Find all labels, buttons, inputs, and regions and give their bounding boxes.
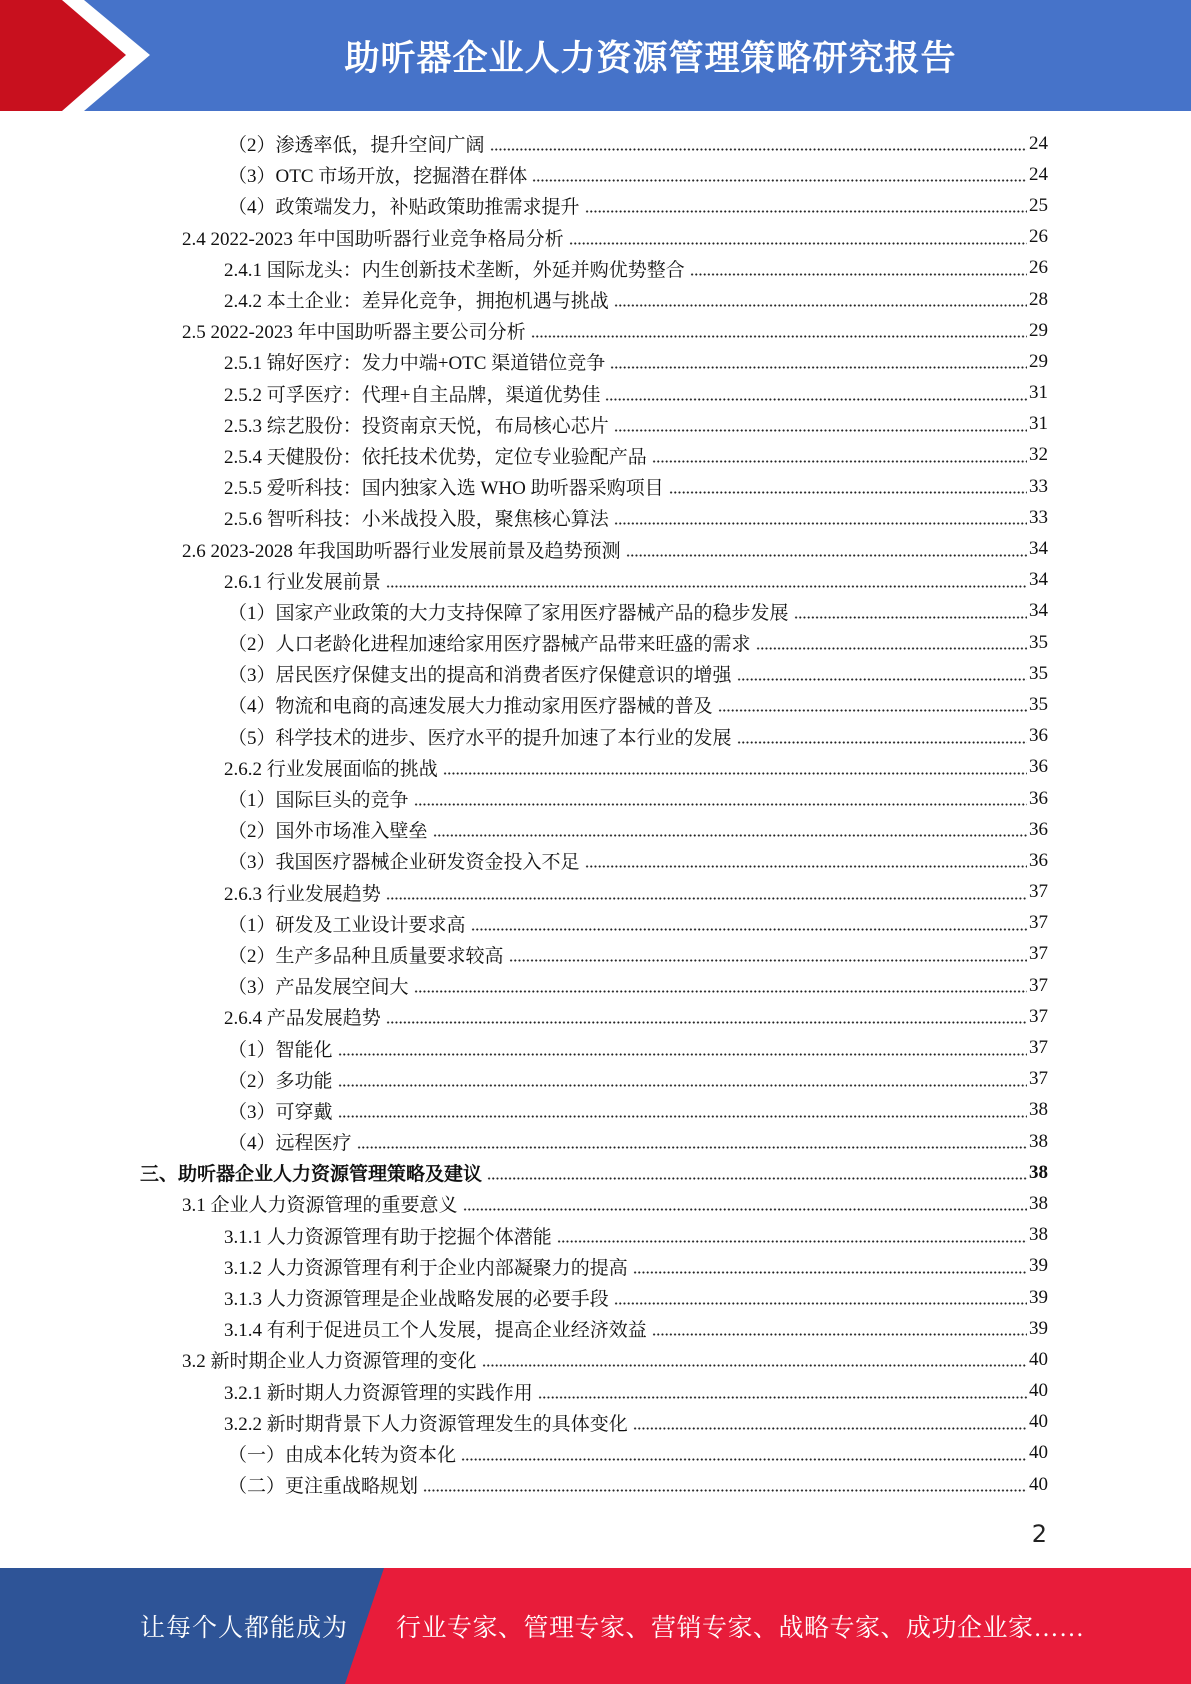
toc-entry-page: 40	[1029, 1348, 1048, 1370]
toc-entry-title: （2）生产多品种且质量要求较高	[228, 941, 507, 968]
toc-entry[interactable]	[140, 970, 1048, 1001]
toc-dot-leader	[737, 741, 1027, 744]
toc-entry-title: 3.1.4 有利于促进员工个人发展，提高企业经济效益	[224, 1315, 650, 1342]
toc-entry-title: 3.2 新时期企业人力资源管理的变化	[182, 1346, 480, 1373]
toc-entry-page: 39	[1029, 1317, 1048, 1339]
toc-entry-title: （1）国家产业政策的大力支持保障了家用医疗器械产品的稳步发展	[228, 598, 792, 625]
toc-entry[interactable]	[140, 1344, 1048, 1375]
toc-entry-page: 33	[1029, 506, 1048, 528]
toc-entry[interactable]	[140, 190, 1048, 221]
toc-dot-leader	[414, 803, 1027, 806]
toc-entry-title: 2.5 2022-2023 年中国助听器主要公司分析	[182, 317, 529, 344]
toc-entry[interactable]	[140, 1376, 1048, 1407]
toc-dot-leader	[669, 491, 1027, 494]
toc-dot-leader	[463, 1208, 1027, 1211]
toc-entry-page: 36	[1029, 849, 1048, 871]
page-number: 2	[1031, 1520, 1047, 1548]
toc-entry-title: （3）居民医疗保健支出的提高和消费者医疗保健意识的增强	[228, 660, 735, 687]
toc-entry[interactable]	[140, 1282, 1048, 1313]
toc-entry[interactable]	[140, 346, 1048, 377]
toc-entry-page: 35	[1029, 631, 1048, 653]
toc-entry[interactable]	[140, 1095, 1048, 1126]
toc-entry[interactable]	[140, 1251, 1048, 1282]
toc-entry-title: 2.4.2 本土企业：差异化竞争，拥抱机遇与挑战	[224, 286, 612, 313]
toc-dot-leader	[357, 1146, 1027, 1149]
toc-entry-page: 33	[1029, 475, 1048, 497]
toc-entry-title: 3.1.2 人力资源管理有利于企业内部凝聚力的提高	[224, 1253, 631, 1280]
toc-entry-title: 3.1.1 人力资源管理有助于挖掘个体潜能	[224, 1222, 555, 1249]
toc-entry-title: （2）国外市场准入壁垒	[228, 816, 431, 843]
toc-entry[interactable]	[140, 284, 1048, 315]
toc-entry-title: 2.5.2 可孚医疗：代理+自主品牌，渠道优势佳	[224, 380, 603, 407]
toc-dot-leader	[471, 928, 1027, 931]
toc-entry-page: 28	[1029, 288, 1048, 310]
toc-dot-leader	[386, 585, 1027, 588]
toc-entry-page: 40	[1029, 1442, 1048, 1464]
toc-dot-leader	[737, 678, 1027, 681]
toc-entry[interactable]	[140, 783, 1048, 814]
toc-dot-leader	[531, 335, 1027, 338]
toc-entry[interactable]	[140, 939, 1048, 970]
toc-entry-page: 36	[1029, 818, 1048, 840]
toc-entry[interactable]	[140, 533, 1048, 564]
toc-entry-title: （3）产品发展空间大	[228, 972, 412, 999]
toc-dot-leader	[338, 1084, 1027, 1087]
toc-entry[interactable]	[140, 128, 1048, 159]
toc-entry[interactable]	[140, 440, 1048, 471]
page-header	[0, 0, 1191, 111]
toc-entry-title: 2.4.1 国际龙头：内生创新技术垄断，外延并购优势整合	[224, 255, 688, 282]
toc-entry-title: （3）可穿戴	[228, 1097, 336, 1124]
toc-entry-title: 2.6.3 行业发展趋势	[224, 879, 384, 906]
toc-dot-leader	[633, 1271, 1027, 1274]
toc-entry-page: 38	[1029, 1192, 1048, 1214]
toc-entry-title: 3.1 企业人力资源管理的重要意义	[182, 1190, 461, 1217]
toc-entry-title: 2.6.2 行业发展面临的挑战	[224, 754, 441, 781]
toc-entry-title: 2.6.1 行业发展前景	[224, 567, 384, 594]
toc-dot-leader	[718, 709, 1027, 712]
toc-entry[interactable]	[140, 721, 1048, 752]
toc-entry-page: 26	[1029, 257, 1048, 279]
footer-slogan-right: 行业专家、管理专家、营销专家、战略专家、成功企业家……	[396, 1615, 1085, 1642]
toc-entry-title: （3）我国医疗器械企业研发资金投入不足	[228, 847, 583, 874]
toc-entry[interactable]	[140, 1438, 1048, 1469]
toc-entry[interactable]	[140, 502, 1048, 533]
toc-entry[interactable]	[140, 752, 1048, 783]
toc-entry[interactable]	[140, 627, 1048, 658]
toc-entry[interactable]	[140, 845, 1048, 876]
toc-dot-leader	[614, 1302, 1027, 1305]
toc-entry-page: 39	[1029, 1255, 1048, 1277]
toc-entry-title: （4）政策端发力，补贴政策助推需求提升	[228, 192, 583, 219]
toc-entry-page: 35	[1029, 662, 1048, 684]
table-of-contents	[140, 128, 1048, 1500]
toc-entry-page: 29	[1029, 350, 1048, 372]
toc-dot-leader	[794, 616, 1027, 619]
toc-entry[interactable]	[140, 658, 1048, 689]
toc-entry[interactable]	[140, 1469, 1048, 1500]
toc-dot-leader	[690, 273, 1027, 276]
toc-dot-leader	[538, 1396, 1027, 1399]
toc-dot-leader	[569, 242, 1027, 245]
toc-entry[interactable]	[140, 1126, 1048, 1157]
toc-entry[interactable]	[140, 689, 1048, 720]
toc-entry[interactable]	[140, 253, 1048, 284]
toc-entry-page: 38	[1029, 1224, 1048, 1246]
toc-entry-title: 3.2.1 新时期人力资源管理的实践作用	[224, 1378, 536, 1405]
toc-entry-title: （2）多功能	[228, 1066, 336, 1093]
toc-entry-title: 2.5.3 综艺股份：投资南京天悦，布局核心芯片	[224, 411, 612, 438]
toc-dot-leader	[338, 1115, 1027, 1118]
toc-entry-page: 38	[1029, 1161, 1048, 1183]
toc-entry[interactable]	[140, 908, 1048, 939]
toc-entry-title: （二）更注重战略规划	[228, 1471, 421, 1498]
toc-entry[interactable]	[140, 222, 1048, 253]
toc-dot-leader	[386, 1021, 1027, 1024]
toc-entry[interactable]	[140, 1157, 1048, 1188]
toc-entry[interactable]	[140, 1313, 1048, 1344]
toc-entry-page: 38	[1029, 1099, 1048, 1121]
toc-entry-page: 36	[1029, 787, 1048, 809]
toc-entry[interactable]	[140, 1407, 1048, 1438]
toc-entry-page: 40	[1029, 1473, 1048, 1495]
toc-dot-leader	[532, 179, 1027, 182]
toc-entry[interactable]	[140, 159, 1048, 190]
toc-entry-title: 2.4 2022-2023 年中国助听器行业竞争格局分析	[182, 224, 567, 251]
toc-dot-leader	[414, 990, 1027, 993]
toc-entry[interactable]	[140, 1032, 1048, 1063]
toc-entry-title: 2.5.5 爱听科技：国内独家入选 WHO 助听器采购项目	[224, 473, 667, 500]
toc-dot-leader	[338, 1053, 1027, 1056]
toc-entry-page: 32	[1029, 444, 1048, 466]
toc-dot-leader	[386, 897, 1027, 900]
toc-dot-leader	[585, 210, 1027, 213]
toc-dot-leader	[461, 1458, 1027, 1461]
toc-dot-leader	[433, 834, 1027, 837]
toc-entry-title: 2.6.4 产品发展趋势	[224, 1003, 384, 1030]
toc-entry[interactable]	[140, 378, 1048, 409]
toc-dot-leader	[614, 304, 1027, 307]
footer-slogan-left: 让每个人都能成为	[140, 1615, 349, 1642]
toc-entry[interactable]	[140, 877, 1048, 908]
toc-dot-leader	[756, 647, 1027, 650]
page-footer	[0, 1568, 1191, 1684]
toc-entry-title: （5）科学技术的进步、医疗水平的提升加速了本行业的发展	[228, 723, 735, 750]
toc-entry-page: 34	[1029, 538, 1048, 560]
toc-dot-leader	[652, 460, 1027, 463]
toc-entry-title: （4）物流和电商的高速发展大力推动家用医疗器械的普及	[228, 691, 716, 718]
toc-entry-page: 37	[1029, 1005, 1048, 1027]
toc-dot-leader	[626, 554, 1027, 557]
toc-dot-leader	[652, 1333, 1027, 1336]
toc-dot-leader	[557, 1240, 1027, 1243]
toc-entry-page: 40	[1029, 1411, 1048, 1433]
toc-dot-leader	[633, 1427, 1027, 1430]
toc-entry-page: 24	[1029, 163, 1048, 185]
toc-entry[interactable]	[140, 1064, 1048, 1095]
toc-entry-page: 37	[1029, 974, 1048, 996]
toc-entry[interactable]	[140, 471, 1048, 502]
toc-entry-page: 37	[1029, 1068, 1048, 1090]
toc-dot-leader	[614, 522, 1027, 525]
toc-entry-page: 38	[1029, 1130, 1048, 1152]
toc-dot-leader	[509, 959, 1027, 962]
toc-entry-page: 34	[1029, 600, 1048, 622]
toc-dot-leader	[487, 1177, 1027, 1180]
toc-entry-title: （4）远程医疗	[228, 1128, 355, 1155]
toc-entry-title: （1）国际巨头的竞争	[228, 785, 412, 812]
toc-entry[interactable]	[140, 315, 1048, 346]
toc-entry[interactable]	[140, 1188, 1048, 1219]
toc-entry-title: 2.5.6 智听科技：小米战投入股，聚焦核心算法	[224, 504, 612, 531]
toc-entry-page: 37	[1029, 943, 1048, 965]
toc-dot-leader	[423, 1489, 1027, 1492]
toc-entry-title: （一）由成本化转为资本化	[228, 1440, 459, 1467]
toc-entry[interactable]	[140, 1220, 1048, 1251]
toc-entry-title: 2.5.4 天健股份：依托技术优势，定位专业验配产品	[224, 442, 650, 469]
toc-entry-page: 37	[1029, 1037, 1048, 1059]
toc-entry-page: 31	[1029, 382, 1048, 404]
toc-entry[interactable]	[140, 596, 1048, 627]
toc-entry-page: 31	[1029, 413, 1048, 435]
toc-entry-title: 2.5.1 锦好医疗：发力中端+OTC 渠道错位竞争	[224, 348, 608, 375]
toc-entry-page: 29	[1029, 319, 1048, 341]
toc-entry-title: （1）智能化	[228, 1035, 336, 1062]
toc-dot-leader	[614, 429, 1027, 432]
toc-entry-page: 34	[1029, 569, 1048, 591]
toc-entry-title: （3）OTC 市场开放，挖掘潜在群体	[228, 161, 530, 188]
toc-dot-leader	[482, 1364, 1027, 1367]
toc-entry-page: 37	[1029, 881, 1048, 903]
toc-dot-leader	[610, 366, 1027, 369]
toc-entry-page: 36	[1029, 756, 1048, 778]
toc-entry-title: （1）研发及工业设计要求高	[228, 910, 469, 937]
report-title: 助听器企业人力资源管理策略研究报告	[344, 38, 957, 79]
toc-dot-leader	[443, 772, 1027, 775]
toc-entry-title: （2）人口老龄化进程加速给家用医疗器械产品带来旺盛的需求	[228, 629, 754, 656]
toc-dot-leader	[585, 865, 1027, 868]
toc-dot-leader	[490, 148, 1027, 151]
toc-entry[interactable]	[140, 565, 1048, 596]
toc-entry-page: 40	[1029, 1380, 1048, 1402]
toc-entry-page: 24	[1029, 132, 1048, 154]
toc-entry-page: 39	[1029, 1286, 1048, 1308]
toc-entry-page: 25	[1029, 194, 1048, 216]
toc-entry-page: 35	[1029, 693, 1048, 715]
toc-entry-title: 3.1.3 人力资源管理是企业战略发展的必要手段	[224, 1284, 612, 1311]
toc-entry-page: 26	[1029, 226, 1048, 248]
toc-entry[interactable]	[140, 409, 1048, 440]
toc-entry-title: 3.2.2 新时期背景下人力资源管理发生的具体变化	[224, 1409, 631, 1436]
toc-entry-title: （2）渗透率低，提升空间广阔	[228, 130, 488, 157]
toc-entry-page: 37	[1029, 912, 1048, 934]
toc-entry-page: 36	[1029, 725, 1048, 747]
toc-entry-title: 三、助听器企业人力资源管理策略及建议	[140, 1159, 485, 1186]
toc-entry[interactable]	[140, 1001, 1048, 1032]
toc-dot-leader	[605, 398, 1027, 401]
toc-entry-title: 2.6 2023-2028 年我国助听器行业发展前景及趋势预测	[182, 536, 624, 563]
toc-entry[interactable]	[140, 814, 1048, 845]
